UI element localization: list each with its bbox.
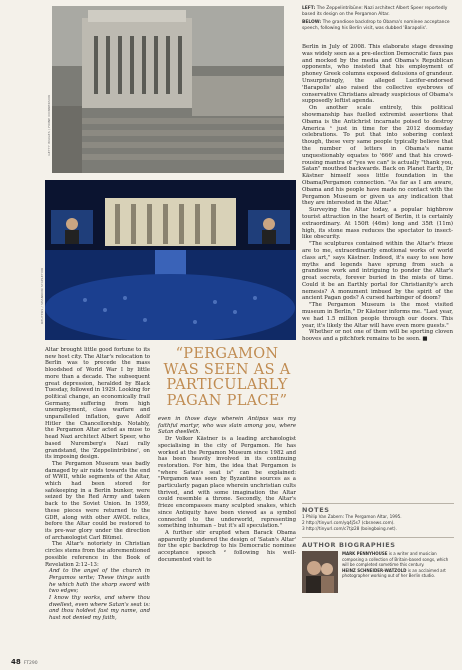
bible-verse: And to the angel of the church in Pergamos write; These things saith he which hath the sharp sword with two edges; <box>49 568 150 595</box>
left-column <box>45 347 150 622</box>
zeppelintribune-photo <box>52 6 284 173</box>
zeppelintribune-illustration <box>52 6 284 173</box>
paragraph: The Altar's notoriety in Christian circles stems from the aforementioned possible reference in the Book of Revelation 2:12–13: <box>45 541 150 568</box>
author-bios <box>302 551 454 601</box>
paragraph: Whether or not one of them will be sporting cloven hooves and a pitchfork remains to be seen. ■ <box>302 329 453 343</box>
pull-quote-line: WAS SEEN AS A <box>163 361 291 378</box>
paragraph: Altar brought little good fortune to its new host city. The Altar's relocation to Berlin was to precede the mass bloodshed of World War I by little more than a decade. The subsequent great depression, heralded by Black Tuesday, followed in 1929. Looking for political change, an economically frail Germany, suffering from high unemployment, class warfare and unparalleled inflation, gave Adolf Hitler the Chancellorship. Notably, the Pergamon Altar acted as muse to head Nazi architect Albert Speer, who based Nuremberg's Nazi rally grandstand, the 'Zeppelintribüne', on its imposing design. <box>45 347 150 461</box>
right-column <box>302 44 453 343</box>
paragraph: Berlin in July of 2008. This elaborate stage dressing was widely seen as a pre-election Democratic faux pas and mocked by the media and Obama's Republican opponents, who insisted that his employment of phoney Greek columns exposed delusions of grandeur. Unsurprisingly, the alleged Lucifer-endorsed 'Barapolis' also raised the collective eyebrows of conservative Christians already suspicious of Obama's supposedly leftist agenda. <box>302 44 453 105</box>
paragraph: Surveying the Altar today, a popular highbrow tourist attraction in the heart of Berlin, it is certainly extraordinary. At 150ft (46m) long and 35ft (11m) high, its stone mass reduces the spectator to insect-like obscurity. <box>302 207 453 241</box>
paragraph: "The sculptures contained within the Altar's frieze are to me, extraordinarily emotional works of world class art," says Kästner. Indeed, it's easy to see how myths and legends have sprung from such a grandiose work and intriguing to ponder the Altar's great secrets, forever buried in the mists of time. Could it be an Earthly portal for Christianity's arch nemesis? A monument imbued by the spirit of the ancient Pagan gods? A cursed harbinger of doom? <box>302 241 453 302</box>
author-bio: is an acclaimed art photographer working out of her Berlin studio. <box>342 567 446 579</box>
note-item: 2 http://tinyurl.com/yq4j5s7 (cbsnews.com). <box>302 519 395 525</box>
middle-column <box>158 416 296 563</box>
notes-list <box>302 514 454 531</box>
note-item: 3 http://tinyurl.com/c7tjz28 (boingboing.net). <box>302 525 397 531</box>
author-portrait-illustration <box>302 551 338 593</box>
bible-verse: I know thy works, and where thou dwellest, even where Satan's seat is: and thou holdest fast my name, and hast not denied my faith, <box>49 595 150 622</box>
caption-below-text: The grandiose backdrop to Obama's nominee acceptance speech, following his Berlin visit, was dubbed 'Barapolis'. <box>302 20 450 31</box>
author-name: HEINZ SCHNEIDER-WATZOLD <box>342 567 407 573</box>
paragraph: Dr Volker Kästner is a leading archæologist specialising in the city of Pergamon. He has worked at the Pergamon Museum since 1982 and has been heavily involved in its continuing restoration. For him, the idea that Pergamon is "where Satan's seat is" can be explained: "Pergamon was seen by Byzantine sources as a particularly pagan place wherein unchristian cults thrived, and with some imagination the Altar could resemble a throne. Secondly, the Altar's frieze encompasses many sculpted snakes, which since Antiquity have been viewed as a symbol connected to the underworld, representing something inhuman – but it's all speculation." <box>158 436 296 530</box>
photo-captions <box>302 6 452 34</box>
author-text <box>342 551 454 579</box>
page-folio <box>11 658 38 666</box>
author-name: MARK PENNYHOUSE <box>342 551 388 556</box>
stadium-stage-illustration <box>45 180 296 340</box>
pull-quote-line: “PERGAMON <box>175 346 279 362</box>
paragraph: On another scale entirely, this political showmanship has fuelled extremist assertions that Obama is the Antichrist incarnate poised to destroy America ¹ just in time for the 2012 doomsday celebrations. To put that into sobering context though, these very same people typically believe that the number of letters in Obama's name unquestionably equates to '666' and that his crowd-rousing mantra of "yes we can" is actually "thank you, Satan" mouthed backwards. Back on Planet Earth, Dr Kästner himself sees little foundation in the Obama/Pergamon connection. "As far as I am aware, Obama and his people have made no contact with the Pergamon Museum or given us any indication that they are interested in the Altar." <box>302 105 453 207</box>
paragraph: A further stir erupted when Barack Obama apparently plundered the design of 'Satan's Altar' for the epic backdrop to his Democratic nominee acceptance speech ² following his well-documented visit to <box>158 529 296 563</box>
page-number: 48 <box>11 658 21 666</box>
caption-left-label: LEFT: <box>302 6 316 11</box>
author-heading: AUTHOR BIOGRAPHIES <box>302 541 396 549</box>
magazine-issue: FT290 <box>23 661 38 666</box>
acceptance-speech-photo <box>45 180 296 340</box>
caption-left-text: The Zeppelintribüne: Nazi architect Albert Speer reportedly based its design on the Pergamon Altar. <box>302 6 448 17</box>
pull-quote-line: PARTICULARLY <box>166 377 288 393</box>
author-photo <box>302 551 338 593</box>
notes-heading: NOTES <box>302 506 330 514</box>
bible-verse: even in those days wherein Antipas was my faithful martyr, who was slain among you, where Satan dwelleth. <box>158 416 296 436</box>
note-item: 1 Philip Van Zabern: The Pergamon Altar, 1995. <box>302 514 402 519</box>
paragraph: "The Pergamon Museum is the most visited museum in Berlin," Dr Kästner informs me. "Last year, we had 1.5 million people through our doors. This year, it's likely the Altar will have even more guests." <box>302 302 453 329</box>
notes-divider <box>302 503 454 504</box>
photo1-credit: GETTY IMAGES / FINNE DONNERSON <box>47 95 51 156</box>
caption-below-label: BELOW: <box>302 20 322 25</box>
pull-quote-line: PAGAN PLACE” <box>166 392 288 409</box>
author-divider <box>302 537 454 538</box>
photo2-credit: REUTERS / SHANNON STAPLETON <box>40 268 44 324</box>
pull-quote <box>158 347 296 409</box>
paragraph: The Pergamon Museum was badly damaged by air raids towards the end of WWII, while segments of the Altar, which had been stored for safekeeping in a Berlin bunker, were seized by the Red Army and taken back to the Soviet Union. In 1959, these pieces were returned to the GDR, along with other AWOL relics, before the Altar could be restored to its pre-war glory under the direction of archæologist Carl Blümel. <box>45 460 150 541</box>
author-bio: is a writer and musician composing a collection of Britain-based songs, which will be completed sometime this century. <box>342 551 449 568</box>
